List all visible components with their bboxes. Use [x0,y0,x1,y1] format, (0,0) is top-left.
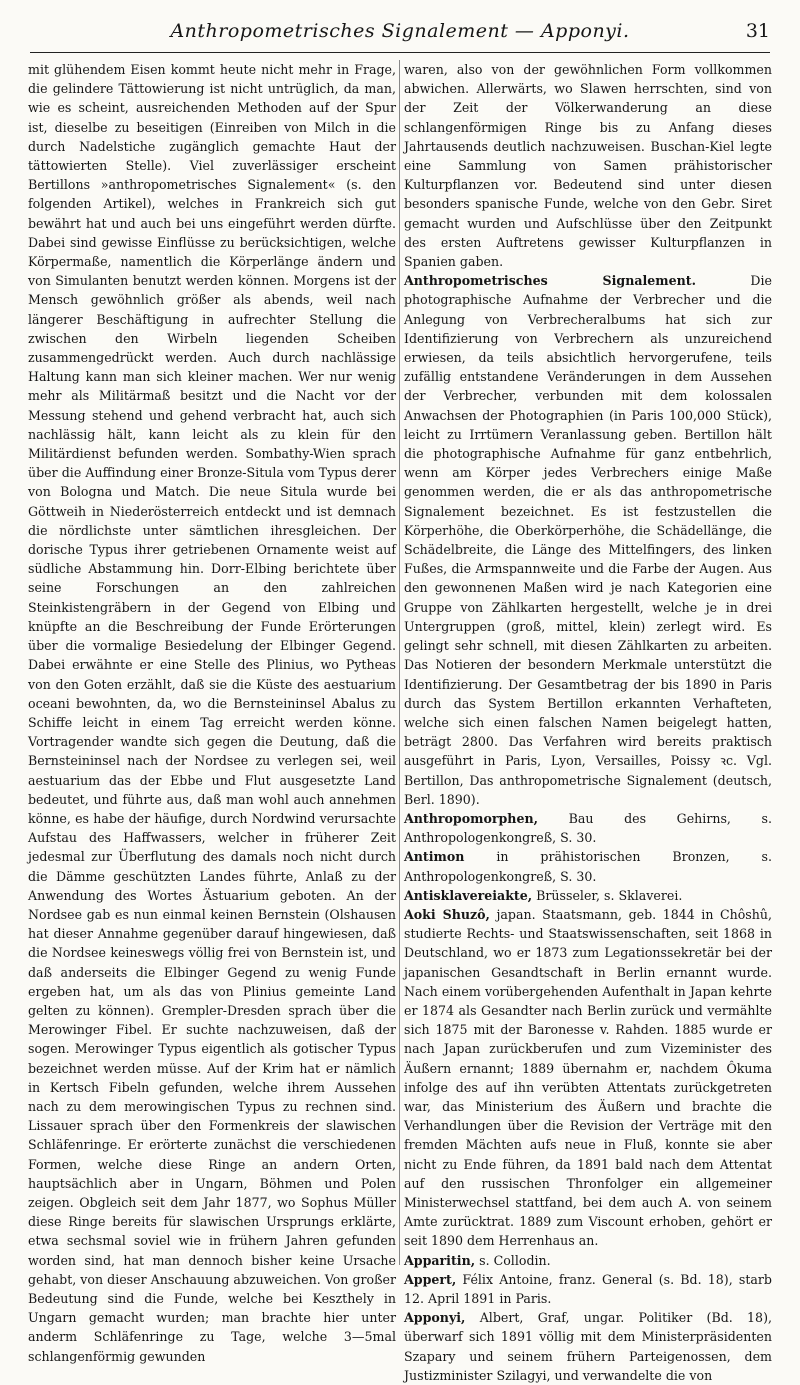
running-header [30,8,770,53]
entry-headword: Appert, [404,1271,457,1287]
entry-antimon [404,847,772,885]
entry-text: in prähistorischen Bronzen, s. Anthropologenkongreß, S. 30. [404,849,772,884]
right-column [404,60,772,1383]
entry-headword: Apparitin, [404,1252,476,1268]
entry-headword: Antisklavereiakte, [404,887,533,903]
right-column-continuation: waren, also von der gewöhnlichen Form vollkommen abwichen. Allerwärts, wo Slawen herrschten, sind von der Zeit der Völkerwanderung an diese schlangenförmigen Ringe bis zu Anfang dieses Jahrtausends deutlich nachzuweisen. Buschan-Kiel legte eine Sammlung von Samen prähistorischer Kulturpflanzen vor. Bedeutend sind unter diesen besonders spanische Funde, welche von den Gebr. Siret gemacht wurden und Aufschlüsse über den Zeitpunkt des ersten Auftretens gewisser Kulturpflanzen in Spanien gaben. [404,62,772,270]
left-column-text: mit glühendem Eisen kommt heute nicht mehr in Frage, die gelindere Tättowierung ist nicht untrüglich, da man, wie es scheint, ausreichenden Methoden auf der Spur ist, dieselbe zu beseitigen (Einreiben von Milch in die durch Nadelstiche zugänglich gemachte Haut der tättowierten Stelle). Viel zuverlässiger erscheint Bertillons »anthropometrisches Signalement« (s. den folgenden Artikel), welches in Frankreich sich gut bewährt hat und auch bei uns eingeführt werden dürfte. Dabei sind gewisse Einflüsse zu berücksichtigen, welche Körpermaße, namentlich die Körperlänge ändern und von Simulanten benutzt werden können. Morgens ist der Mensch gewöhnlich größer als abends, weil nach längerer Beschäftigung in aufrechter Stellung die zwischen den Wirbeln liegenden Scheiben zusammengedrückt werden. Auch durch nachlässige Haltung kann man sich kleiner machen. Wer nur wenig mehr als Militärmaß besitzt und die Nacht vor der Messung stehend und gehend verbracht hat, auch sich nachlässig hält, kann leicht als zu klein für den Militärdienst befunden werden. Sombathy-Wien sprach über die Auffindung einer Bronze-Situla vom Typus derer von Bologna und Match. Die neue Situla wurde bei Göttweih in Niederösterreich entdeckt und ist demnach die nördlichste unter sämtlichen ihresgleichen. Der dorische Typus ihrer getriebenen Ornamente weist auf südliche Abstammung hin. Dorr-Elbing berichtete über seine Forschungen an den zahlreichen Steinkistengräbern in der Gegend von Elbing und knüpfte an die Beschreibung der Funde Erörterungen über die vormalige Besiedelung der Elbinger Gegend. Dabei erwähnte er eine Stelle des Plinius, wo Pytheas von den Goten erzählt, daß sie die Küste des aestuarium oceani bewohnten, da, wo die Bernsteininsel Abalus zu Schiffe leicht in einem Tag erreicht werden könne. Vortragender wandte sich gegen die Deutung, daß die Bernsteininsel nach der Nordsee zu verlegen sei, weil aestuarium das der Ebbe und Flut ausgesetzte Land bedeutet, und führte aus, daß man wohl auch annehmen könne, es habe der häufige, durch Nordwind verursachte Aufstau des Haffwassers, welcher in früherer Zeit jedesmal zur Überflutung des damals noch nicht durch die Dämme geschützten Landes führte, Anlaß zu der Anwendung des Wortes Ästuarium geboten. An der Nordsee gab es nun einmal keinen Bernstein (Olshausen hat dieser Annahme gegenüber darauf hingewiesen, daß die Nordsee keineswegs völlig frei von Bernstein ist, und daß anderseits die Elbinger Gegend zu wenig Funde ergeben hat, um als das von Plinius gemeinte Land gelten zu können). Grempler-Dresden sprach über die Merowinger Fibel. Er suchte nachzuweisen, daß der sogen. Merowinger Typus eigentlich als gotischer Typus bezeichnet werden müsse. Auf der Krim hat er nämlich in Kertsch Fibeln gefunden, welche ihrem Aussehen nach zu dem merowingischen Typus zu rechnen sind. Lissauer sprach über den Formenkreis der slawischen Schläfenringe. Er erörterte zunächst die verschiedenen Formen, welche diese Ringe an andern Orten, hauptsächlich aber in Ungarn, Böhmen und Polen zeigen. Obgleich seit dem Jahr 1877, wo Sophus Müller diese Ringe bereits für slawischen Ursprungs erklärte, etwa sechsmal soviel wie in frühern Jahren gefunden worden sind, hat man dennoch bisher keine Ursache gehabt, von dieser Anschauung abzuweichen. Von großer Bedeutung sind die Funde, welche bei Keszthely in Ungarn gemacht wurden; man brachte hier unter anderm Schläfenringe zu Tage, welche 3—5mal schlangenförmig gewunden [28,62,396,1364]
entry-anthropomorphen [404,809,772,847]
entry-anthropometrisches-signalement [404,271,772,809]
page-number: 31 [745,20,770,42]
entry-text: Albert, Graf, ungar. Politiker (Bd. 18), überwarf sich 1891 völlig mit dem Ministerpräsidenten Szapary und seinem frühern Parteigenossen, dem Justizminister Szilagyi, und verwandelte die von [404,1310,772,1383]
entry-text: Die photographische Aufnahme der Verbrecher und die Anlegung von Verbrecheralbums hat sich zur Identifizierung von Verbrechern als unzureichend erwiesen, da teils absichtlich hervorgerufene, teils zufällig entstandene Veränderungen in dem Aussehen der Verbrecher, verbunden mit dem kolossalen Anwachsen der Photographien (in Paris 100,000 Stück), leicht zu Irrtümern Veranlassung geben. Bertillon hält die photographische Aufnahme für ganz entbehrlich, wenn am Körper jedes Verbrechers einige Maße genommen werden, die er als das anthropometrische Signalement bezeichnet. Es ist festzustellen die Körperhöhe, die Oberkörperhöhe, die Schädellänge, die Schädelbreite, die Länge des Mittelfingers, des linken Fußes, die Armspannweite und die Farbe der Augen. Aus den gewonnenen Maßen wird je nach Kategorien eine Gruppe von Zählkarten hergestellt, welche je in drei Untergruppen (groß, mittel, klein) zerlegt wird. Es gelingt sehr schnell, mit diesen Zählkarten zu arbeiten. Das Notieren der besondern Merkmale unterstützt die Identifizierung. Der Gesamtbetrag der bis 1890 in Paris durch das System Bertillon erkannten Verhafteten, welche sich einen falschen Namen beigelegt hatten, beträgt 2800. Das Verfahren wird bereits praktisch ausgeführt in Paris, Lyon, Versailles, Poissy ꝛc. Vgl. Bertillon, Das anthropometrische Signalement (deutsch, Berl. 1890). [404,273,772,807]
entry-aoki-shuzo [404,905,772,1251]
entry-appert [404,1270,772,1308]
left-column [28,60,396,1364]
entry-text: s. Collodin. [475,1252,551,1268]
running-title: Anthropometrisches Signalement — Apponyi. [170,20,630,42]
entry-headword: Anthropometrisches Signalement. [404,273,697,289]
entry-text: japan. Staatsmann, geb. 1844 in Chôshû, studierte Rechts- und Staatswissenschaften, seit 1868 in Deutschland, wo er 1873 zum Legationssekretär bei der japanischen Gesandtschaft in Berlin ernannt wurde. Nach einem vorübergehenden Aufenthalt in Japan kehrte er 1874 als Gesandter nach Berlin zurück und vermählte sich 1875 mit der Baronesse v. Rahden. 1885 wurde er nach Japan zurückberufen und zum Vizeminister des Äußern ernannt; 1889 übernahm er, nachdem Ôkuma infolge des auf ihn verübten Attentats zurückgetreten war, das Ministerium des Äußern und brachte die Verhandlungen über die Revision der Verträge mit den fremden Mächten aufs neue in Fluß, konnte sie aber nicht zu Ende führen, da 1891 bald nach dem Attentat auf den russischen Thronfolger ein allgemeiner Ministerwechsel stattfand, bei dem auch A. von seinem Amte zurücktrat. 1889 zum Viscount erhoben, gehört er seit 1890 dem Herrenhaus an. [404,906,772,1249]
entry-headword: Aoki Shuzô, [404,906,490,922]
entry-apparitin [404,1251,772,1270]
entry-text: Bau des Gehirns, s. Anthropologenkongreß, S. 30. [404,810,772,846]
entry-text: Brüsseler, s. Sklaverei. [532,887,683,903]
entry-headword: Apponyi, [404,1310,466,1326]
entry-antisklavereiakte [404,886,772,905]
entry-apponyi [404,1308,772,1385]
entry-text: Félix Antoine, franz. General (s. Bd. 18), starb 12. April 1891 in Paris. [404,1271,772,1306]
entry-headword: Anthropomorphen, [404,810,539,826]
entry-headword: Antimon [404,849,465,865]
column-divider [399,60,400,1265]
